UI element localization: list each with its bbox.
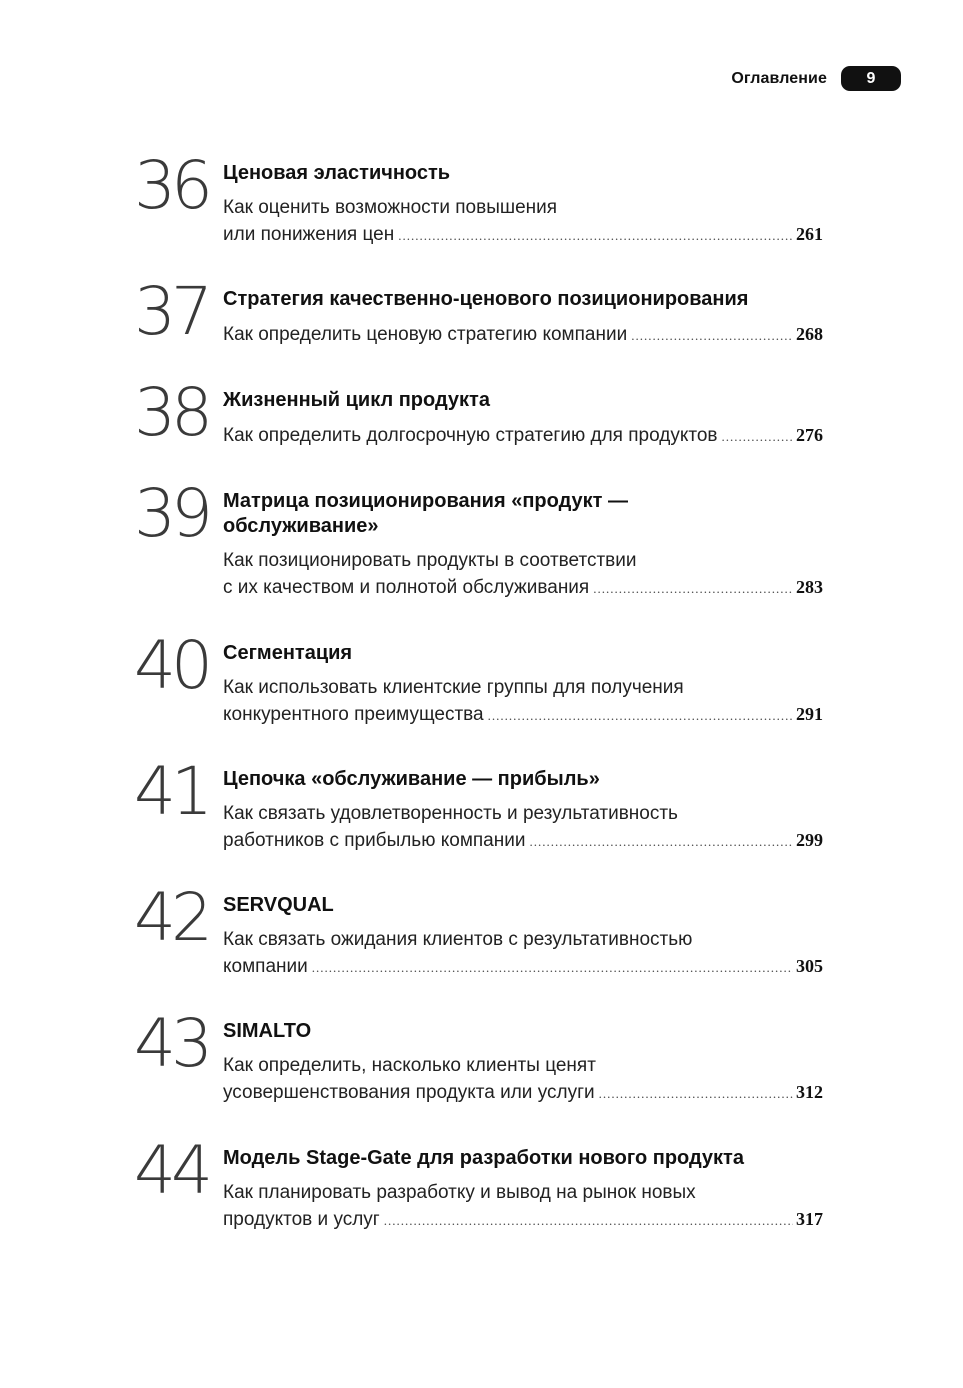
chapter-number: 38	[134, 374, 208, 451]
page-reference[interactable]: 312	[796, 1082, 823, 1102]
chapter-description	[223, 321, 823, 349]
page-reference[interactable]: 317	[796, 1209, 823, 1229]
chapter-title[interactable]: SIMALTO	[223, 1020, 312, 1042]
leader-dots	[722, 424, 794, 450]
description-line: конкурентного преимущества	[223, 704, 484, 725]
chapter-title[interactable]	[223, 489, 823, 539]
chapter-title[interactable]: Сегментация	[223, 642, 353, 664]
chapter-number: 37	[134, 273, 208, 350]
leader-dots	[312, 955, 793, 981]
page-reference[interactable]: 305	[796, 956, 823, 976]
description-line: Как определить долгосрочную стратегию для продуктов	[223, 425, 718, 446]
description-last-line	[223, 701, 823, 729]
chapter-number: 39	[134, 475, 208, 552]
chapter-description	[223, 801, 823, 855]
chapter-description	[223, 422, 823, 450]
description-last-line	[223, 827, 823, 855]
chapter-title[interactable]: SERVQUAL	[223, 894, 334, 916]
description-last-line	[223, 221, 823, 249]
page-reference[interactable]: 261	[796, 224, 823, 244]
description-last-line	[223, 1206, 823, 1234]
leader-dots	[488, 703, 793, 729]
chapter-description	[223, 548, 823, 602]
description-line: Как использовать клиентские группы для получения	[223, 677, 684, 698]
running-header-title: Оглавление	[731, 69, 827, 87]
description-line: Как планировать разработку и вывод на рынок новых	[223, 1182, 696, 1203]
title-line: Матрица позиционирования «продукт —	[223, 490, 628, 512]
page-reference[interactable]: 299	[796, 830, 823, 850]
description-line: Как определить, насколько клиенты ценят	[223, 1055, 596, 1076]
chapter-number: 40	[134, 627, 208, 704]
description-line: работников с прибылью компании	[223, 830, 526, 851]
page-number-badge: 9	[841, 66, 901, 91]
description-last-line	[223, 1079, 823, 1107]
description-line: Как оценить возможности повышения	[223, 197, 558, 218]
chapter-number: 43	[134, 1005, 208, 1082]
title-line: обслуживание»	[223, 515, 379, 537]
leader-dots	[384, 1208, 793, 1234]
leader-dots	[529, 829, 793, 855]
leader-dots	[593, 576, 793, 602]
chapter-description	[223, 1053, 823, 1107]
description-line: Как позиционировать продукты в соответствии	[223, 550, 637, 571]
chapter-description	[223, 1180, 823, 1234]
leader-dots	[398, 223, 793, 249]
description-line: или понижения цен	[223, 224, 395, 245]
description-line: с их качеством и полнотой обслуживания	[223, 577, 590, 598]
description-line: продуктов и услуг	[223, 1209, 380, 1230]
chapter-number: 42	[134, 879, 208, 956]
description-line: Как связать ожидания клиентов с результативностью	[223, 929, 693, 950]
page-reference[interactable]: 268	[796, 324, 823, 344]
description-line: усовершенствования продукта или услуги	[223, 1082, 595, 1103]
chapter-description	[223, 195, 823, 249]
chapter-title[interactable]: Стратегия качественно-ценового позиционирования	[223, 288, 749, 310]
chapter-number: 41	[134, 753, 208, 830]
chapter-title[interactable]: Жизненный цикл продукта	[223, 389, 490, 411]
leader-dots	[631, 323, 793, 349]
chapter-title[interactable]: Модель Stage-Gate для разработки нового продукта	[223, 1147, 744, 1169]
page-reference[interactable]: 276	[796, 425, 823, 445]
chapter-description	[223, 927, 823, 981]
running-header	[731, 66, 901, 91]
chapter-number: 44	[134, 1132, 208, 1209]
chapter-title[interactable]: Ценовая эластичность	[223, 162, 451, 184]
description-last-line	[223, 574, 823, 602]
page-reference[interactable]: 291	[796, 704, 823, 724]
chapter-description	[223, 675, 823, 729]
chapter-number: 36	[134, 147, 208, 224]
leader-dots	[599, 1081, 793, 1107]
description-last-line	[223, 321, 823, 349]
description-line: компании	[223, 956, 308, 977]
description-line: Как связать удовлетворенность и результативность	[223, 803, 678, 824]
description-last-line	[223, 422, 823, 450]
chapter-title[interactable]: Цепочка «обслуживание — прибыль»	[223, 768, 600, 790]
page-reference[interactable]: 283	[796, 577, 823, 597]
description-last-line	[223, 953, 823, 981]
description-line: Как определить ценовую стратегию компании	[223, 324, 628, 345]
